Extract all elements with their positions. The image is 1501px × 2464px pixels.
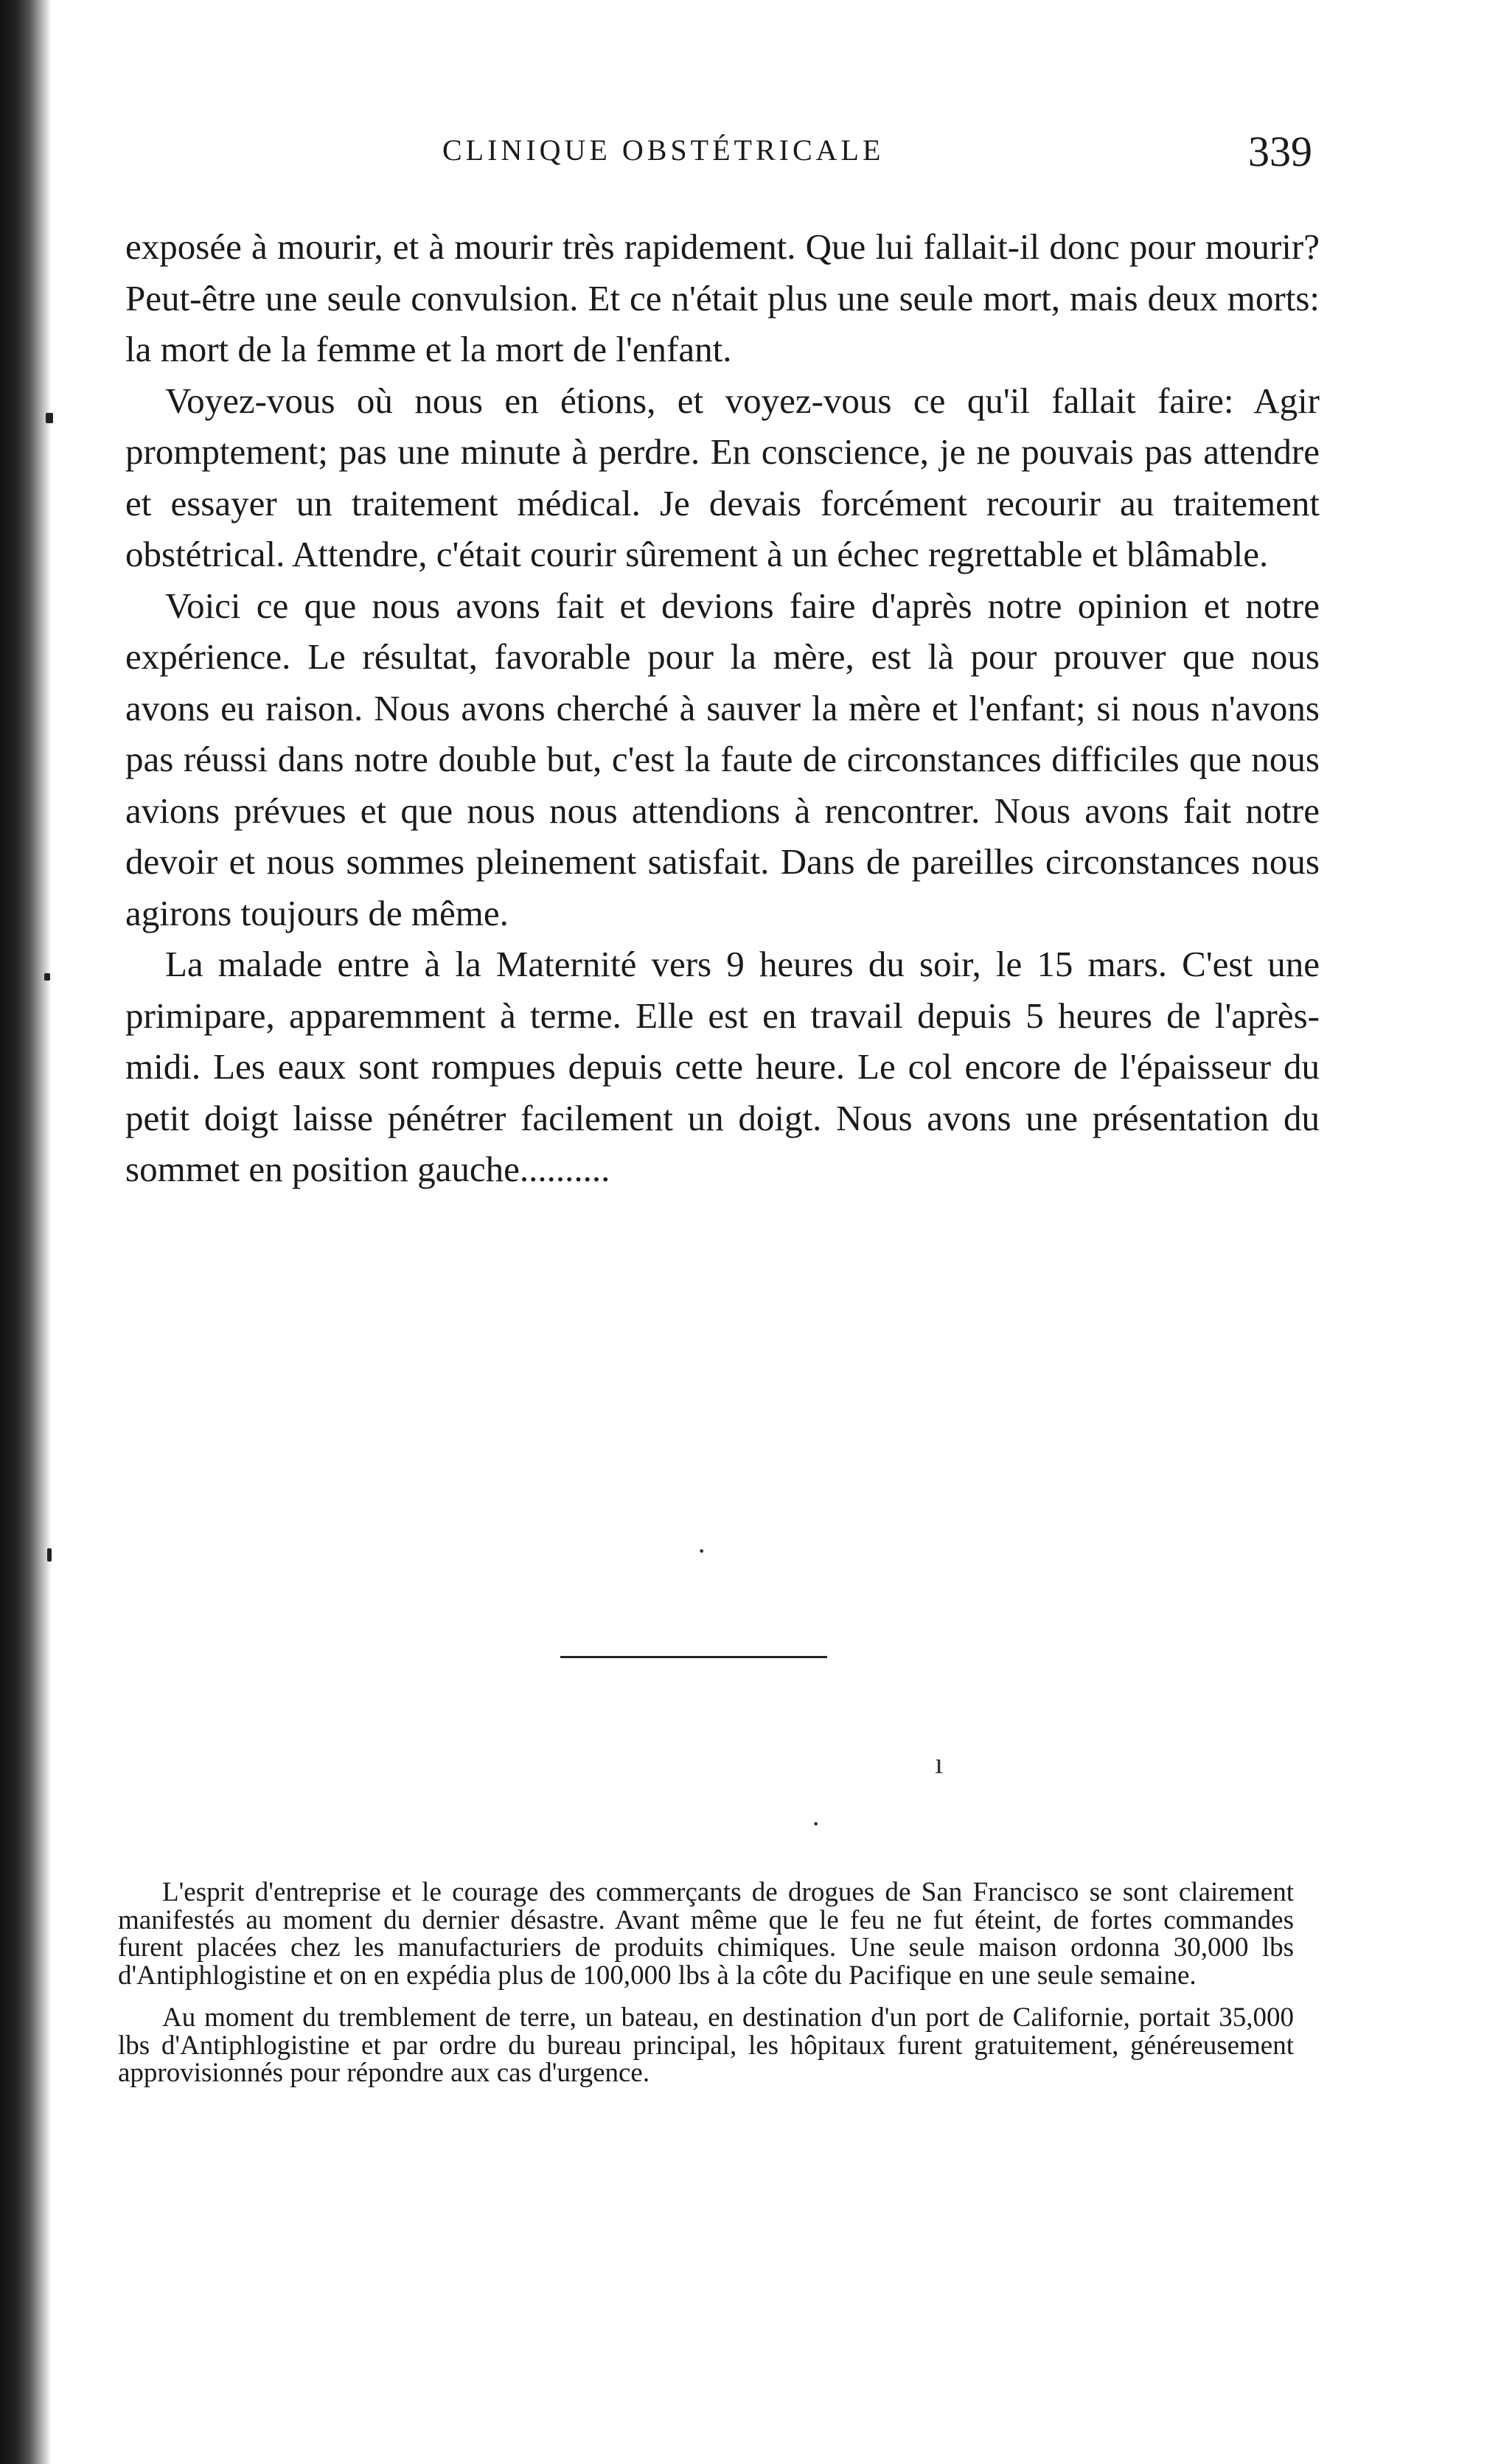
main-text (125, 221, 1320, 1195)
paragraph: exposée à mourir, et à mourir très rapidement. Que lui fallait-il donc pour mourir? Peut-être une seule convulsion. Et ce n'était plus une seule mort, mais deux morts: la mort de la femme et la mort de l'enfant. (125, 226, 1320, 369)
running-head (133, 128, 1327, 184)
footnote-block (118, 1879, 1294, 2087)
paragraph: Voici ce que nous avons fait et devions faire d'après notre opinion et notre expérience. Le résultat, favorable pour la mère, est là pour prouver que nous avons eu raison. Nous avons cherché à sauver la mère et l'enfant; si nous n'avons pas réussi dans notre double but, c'est la faute de circonstances difficiles que nous avions prévues et que nous nous attendions à rencontrer. Nous avons fait notre devoir et nous sommes pleinement satisfait. Dans de pareilles circonstances nous agirons toujours de même. (125, 585, 1320, 933)
printing-speck: · (811, 1807, 821, 1840)
paragraph: Voyez-vous où nous en étions, et voyez-vous ce qu'il fallait faire: Agir promptement; pas une minute à perdre. En conscience, je ne pouvais pas attendre et essayer un traitement médical. Je devais forcément recourir au traitement obstétrical. Attendre, c'était courir sûrement à un échec regrettable et blâmable. (125, 380, 1320, 574)
footnote-paragraph: Au moment du tremblement de terre, un bateau, en destination d'un port de Californie, portait 35,000 lbs d'Antiphlogistine et par ordre du bureau principal, les hôpitaux furent gratuitement, généreusement approvisionnés pour répondre aux cas d'urgence. (118, 2002, 1294, 2088)
footnote-paragraph: L'esprit d'entreprise et le courage des commerçants de drogues de San Francisco se sont clairement manifestés au moment du dernier désastre. Avant même que le feu ne fut éteint, de fortes commandes furent placées chez les manufacturiers de produits chimiques. Une seule maison ordonna 30,000 lbs d'Antiphlogistine et on en expédia plus de 100,000 lbs à la côte du Pacifique en une seule semaine. (118, 1877, 1294, 1991)
binding-speck (44, 973, 50, 981)
page-number: 339 (1248, 128, 1312, 175)
binding-speck (47, 1548, 52, 1562)
printing-speck: · (697, 1534, 707, 1567)
section-divider-rule (560, 1656, 827, 1658)
paragraph: La malade entre à la Maternité vers 9 heures du soir, le 15 mars. C'est une primipare, apparemment à terme. Elle est en travail depuis 5 heures de l'après-midi. Les eaux sont rompues depuis cette heure. Le col encore de l'épaisseur du petit doigt laisse pénétrer facilement un doigt. Nous avons une présentation du sommet en position gauche.......... (125, 944, 1320, 1189)
binding-speck (46, 413, 53, 423)
page-binding-edge (0, 0, 52, 2464)
printing-speck: ı (935, 1747, 944, 1780)
running-title: CLINIQUE OBSTÉTRICALE (442, 133, 885, 167)
